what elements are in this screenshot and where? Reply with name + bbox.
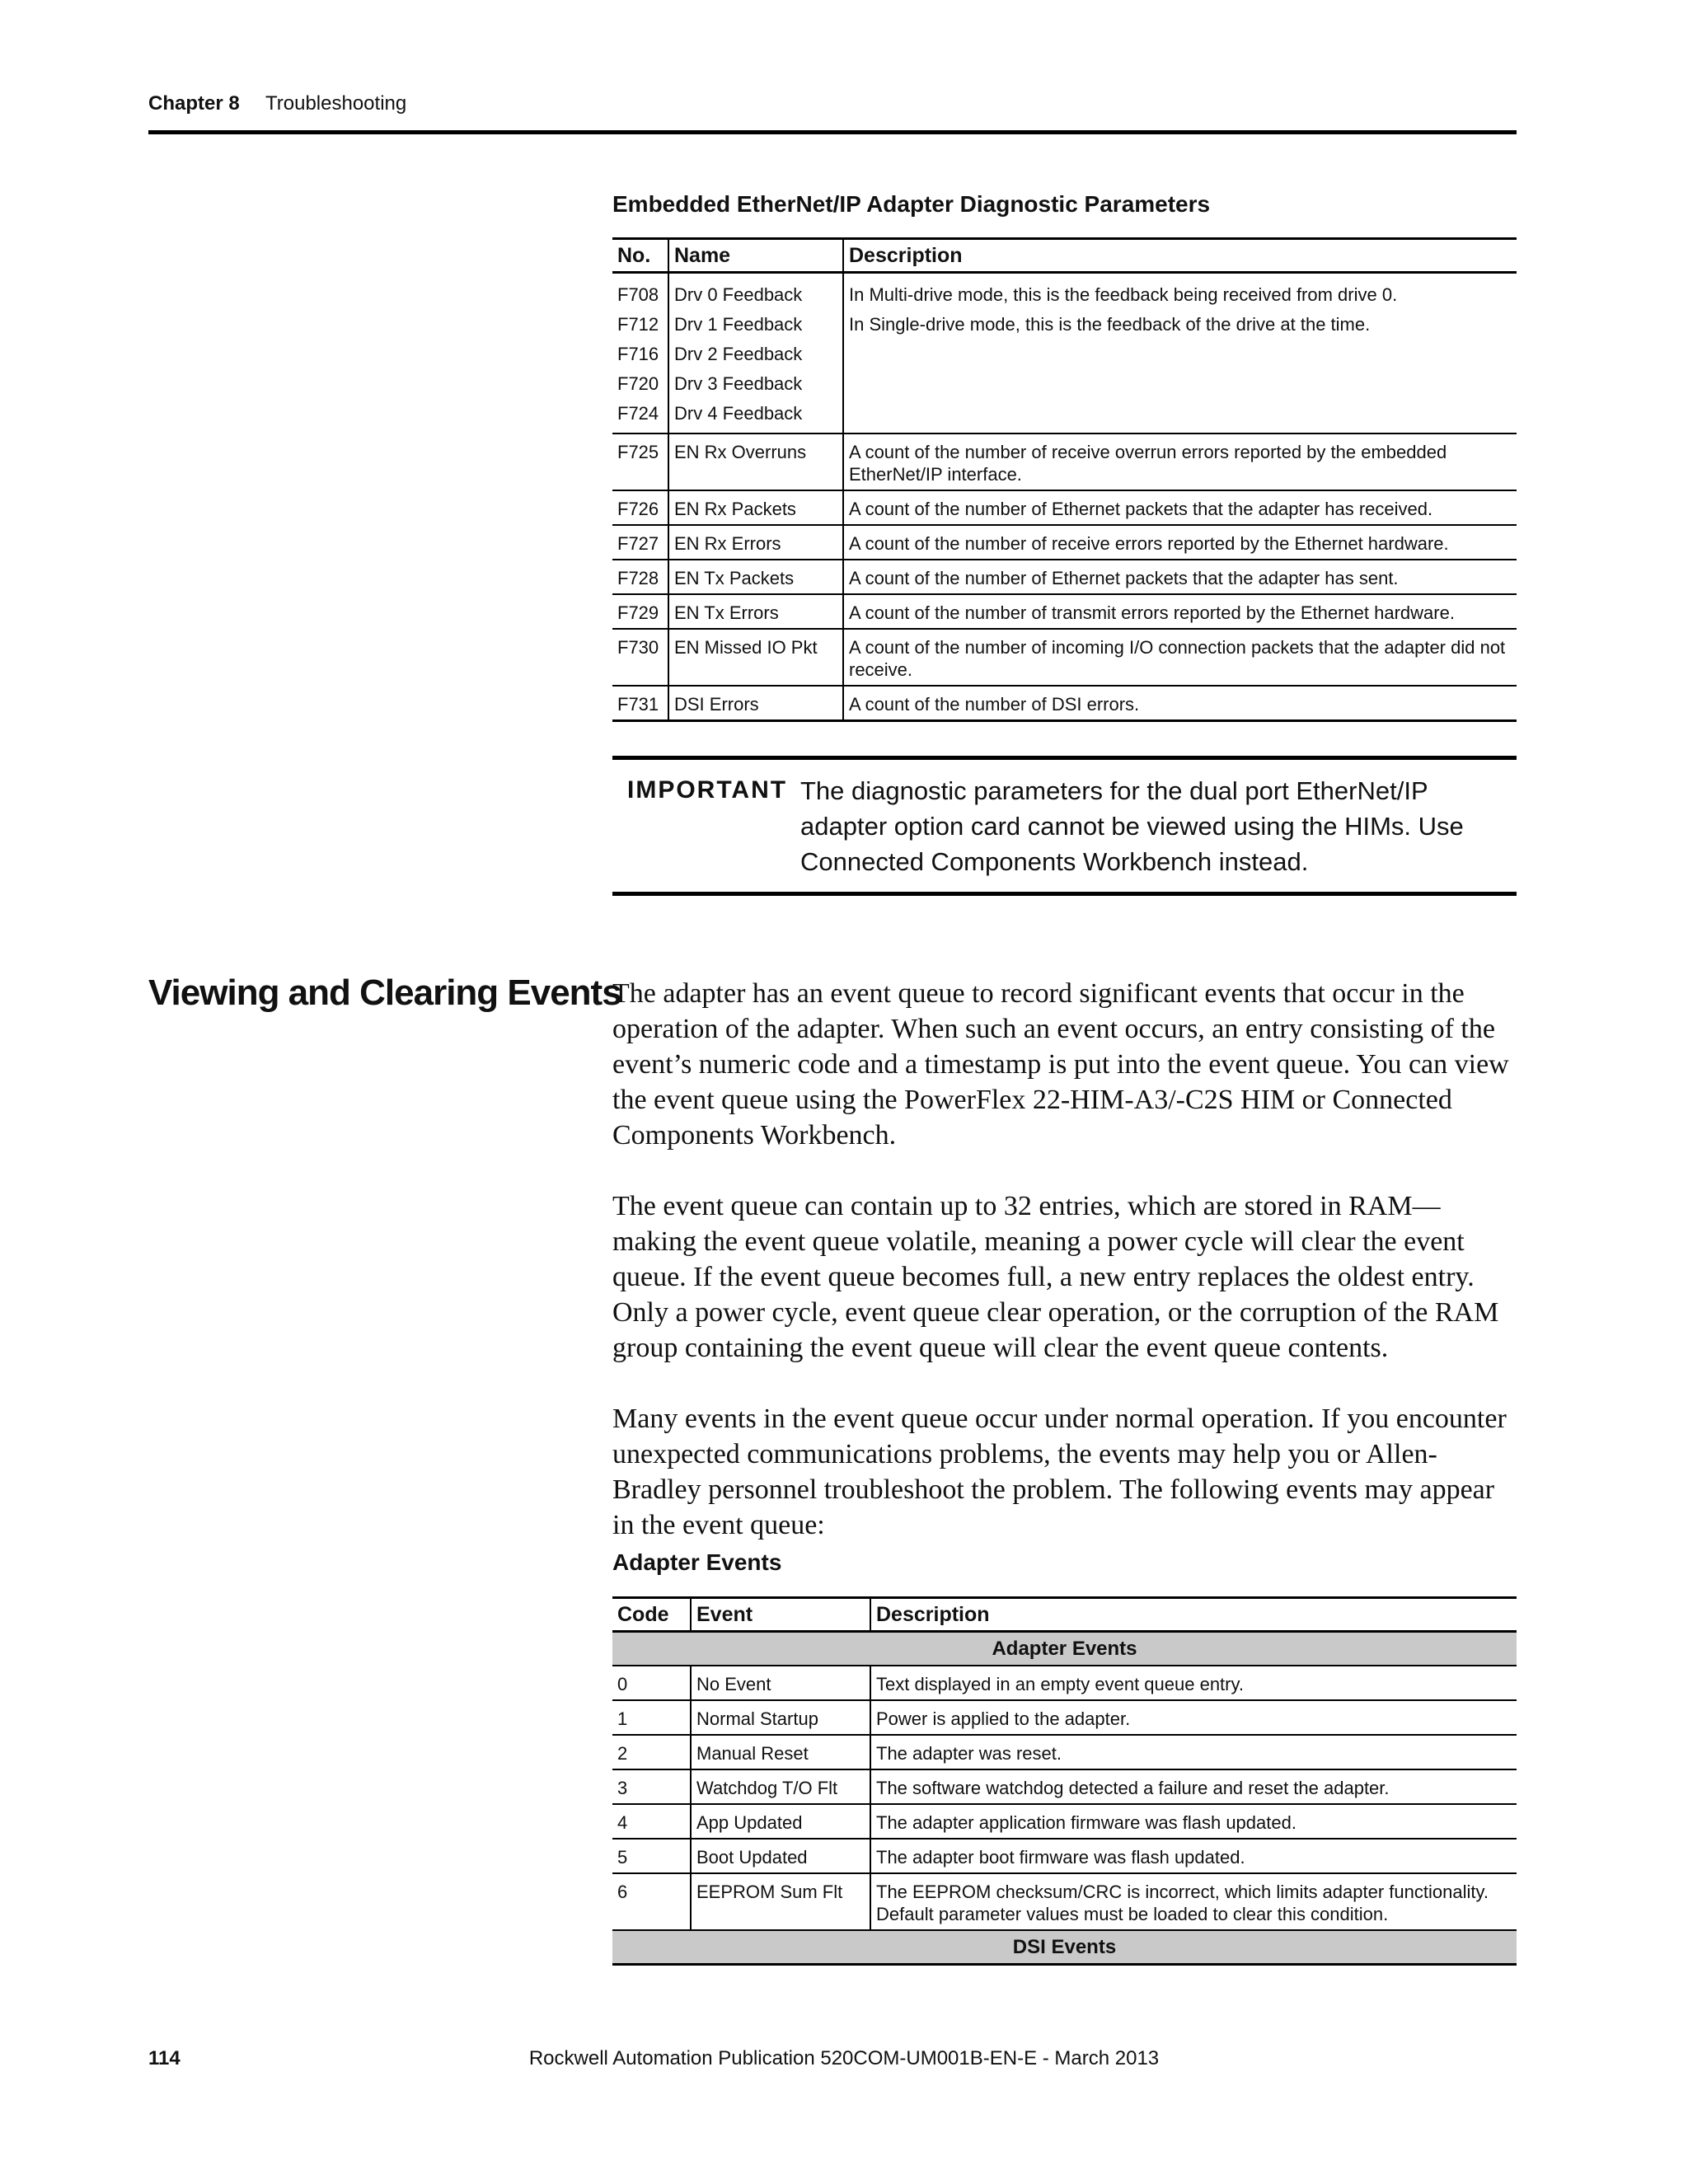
param-no-cell — [612, 273, 668, 434]
param-name: Drv 3 Feedback — [674, 373, 803, 394]
event-name: Boot Updated — [691, 1839, 870, 1873]
important-text: The diagnostic parameters for the dual port EtherNet/IP adapter option card cannot be viewed using the HIMs. Use Connected Components Workbench instead. — [800, 776, 1464, 876]
event-name: App Updated — [691, 1804, 870, 1839]
event-desc: Text displayed in an empty event queue entry. — [870, 1666, 1517, 1700]
param-no: F720 — [617, 373, 659, 394]
param-no: F724 — [617, 403, 659, 424]
param-name: EN Rx Errors — [668, 525, 843, 560]
param-no: F731 — [612, 686, 668, 721]
chapter-title: Troubleshooting — [265, 92, 407, 115]
param-desc: A count of the number of Ethernet packets that the adapter has sent. — [843, 560, 1517, 594]
col-header-name: Name — [668, 239, 843, 273]
table-row — [612, 1804, 1517, 1839]
group-label: Adapter Events — [612, 1632, 1517, 1666]
event-desc: The adapter was reset. — [870, 1735, 1517, 1769]
event-code: 6 — [612, 1873, 691, 1930]
group-label: DSI Events — [612, 1930, 1517, 1965]
param-no: F716 — [617, 344, 659, 364]
col-header-no: No. — [612, 239, 668, 273]
param-no: F727 — [612, 525, 668, 560]
param-name: Drv 4 Feedback — [674, 403, 803, 424]
param-name: Drv 2 Feedback — [674, 344, 803, 364]
table-row — [612, 1700, 1517, 1735]
table-row — [612, 1873, 1517, 1930]
param-no: F725 — [612, 434, 668, 490]
event-name: Watchdog T/O Flt — [691, 1769, 870, 1804]
col-header-description: Description — [843, 239, 1517, 273]
param-no: F729 — [612, 594, 668, 629]
param-desc: A count of the number of DSI errors. — [843, 686, 1517, 721]
param-desc: In Multi-drive mode, this is the feedback being received from drive 0. — [849, 284, 1398, 305]
col-header-description: Description — [870, 1598, 1517, 1632]
param-name-cell — [668, 273, 843, 434]
param-name: EN Missed IO Pkt — [668, 629, 843, 686]
event-name: EEPROM Sum Flt — [691, 1873, 870, 1930]
table-row — [612, 594, 1517, 629]
event-desc: The adapter boot firmware was flash updated. — [870, 1839, 1517, 1873]
group-row-adapter-events — [612, 1632, 1517, 1666]
table-row — [612, 1666, 1517, 1700]
event-desc: The EEPROM checksum/CRC is incorrect, which limits adapter functionality. Default parameter values must be loaded to clear this condition. — [870, 1873, 1517, 1930]
event-desc: The software watchdog detected a failure and reset the adapter. — [870, 1769, 1517, 1804]
table-row — [612, 273, 1517, 434]
table-row — [612, 1735, 1517, 1769]
events-table-header — [612, 1598, 1517, 1632]
table-row — [612, 560, 1517, 594]
param-name: EN Rx Packets — [668, 490, 843, 525]
param-name: Drv 0 Feedback — [674, 284, 803, 305]
col-header-event: Event — [691, 1598, 870, 1632]
param-desc: In Single-drive mode, this is the feedback of the drive at the time. — [849, 314, 1371, 335]
table-row — [612, 1839, 1517, 1873]
table-row — [612, 1769, 1517, 1804]
body-paragraph: The adapter has an event queue to record significant events that occur in the operation of the adapter. When such an event occurs, an entry consisting of the event’s numeric code and a timestamp is put into the event queue. You can view the event queue using the PowerFlex 22-HIM-A3/-C2S HIM or Connected Components Workbench. — [612, 978, 1509, 1151]
events-table — [612, 1596, 1517, 1966]
param-desc: A count of the number of receive overrun errors reported by the embedded EtherNet/IP interface. — [843, 434, 1517, 490]
param-desc: A count of the number of incoming I/O connection packets that the adapter did not receive. — [843, 629, 1517, 686]
table-row — [612, 629, 1517, 686]
param-desc: A count of the number of Ethernet packets that the adapter has received. — [843, 490, 1517, 525]
param-name: Drv 1 Feedback — [674, 314, 803, 335]
publication-info: Rockwell Automation Publication 520COM-UM001B-EN-E - March 2013 — [528, 2047, 1160, 2069]
header-rule — [148, 130, 1517, 134]
event-name: Manual Reset — [691, 1735, 870, 1769]
event-desc: The adapter application firmware was flash updated. — [870, 1804, 1517, 1839]
param-name: DSI Errors — [668, 686, 843, 721]
param-name: EN Rx Overruns — [668, 434, 843, 490]
event-code: 5 — [612, 1839, 691, 1873]
important-label: IMPORTANT — [627, 776, 788, 804]
events-table-caption: Adapter Events — [612, 1549, 782, 1575]
event-code: 0 — [612, 1666, 691, 1700]
param-name: EN Tx Errors — [668, 594, 843, 629]
page-header — [148, 92, 1517, 135]
table-row — [612, 434, 1517, 490]
group-row-dsi-events — [612, 1930, 1517, 1965]
event-code: 3 — [612, 1769, 691, 1804]
diag-table — [612, 237, 1517, 722]
table-row — [612, 525, 1517, 560]
col-header-code: Code — [612, 1598, 691, 1632]
event-code: 2 — [612, 1735, 691, 1769]
event-name: No Event — [691, 1666, 870, 1700]
param-desc: A count of the number of receive errors reported by the Ethernet hardware. — [843, 525, 1517, 560]
diag-table-header — [612, 239, 1517, 273]
event-code: 4 — [612, 1804, 691, 1839]
param-desc-cell — [843, 273, 1517, 434]
event-name: Normal Startup — [691, 1700, 870, 1735]
event-desc: Power is applied to the adapter. — [870, 1700, 1517, 1735]
param-no: F726 — [612, 490, 668, 525]
table-row — [612, 490, 1517, 525]
param-no: F730 — [612, 629, 668, 686]
param-no: F712 — [617, 314, 659, 335]
event-code: 1 — [612, 1700, 691, 1735]
param-no: F728 — [612, 560, 668, 594]
body-paragraph: The event queue can contain up to 32 entries, which are stored in RAM—making the event queue volatile, meaning a power cycle will clear the event queue. If the event queue becomes full, a new entry replaces the oldest entry. Only a power cycle, event queue clear operation, or the corruption of the RAM group containing the event queue will clear the event queue contents. — [612, 1191, 1499, 1363]
page-number: 114 — [148, 2047, 181, 2069]
section-heading: Viewing and Clearing Events — [148, 972, 621, 1013]
table-row — [612, 686, 1517, 721]
important-note — [612, 756, 1517, 896]
diag-table-caption: Embedded EtherNet/IP Adapter Diagnostic Parameters — [612, 191, 1211, 217]
param-no: F708 — [617, 284, 659, 305]
param-name: EN Tx Packets — [668, 560, 843, 594]
chapter-label: Chapter 8 — [148, 92, 240, 115]
body-paragraph: Many events in the event queue occur under normal operation. If you encounter unexpected communications problems, the events may help you or Allen-Bradley personnel troubleshoot the problem. The following events may appear in the event queue: — [612, 1404, 1507, 1540]
param-desc: A count of the number of transmit errors reported by the Ethernet hardware. — [843, 594, 1517, 629]
